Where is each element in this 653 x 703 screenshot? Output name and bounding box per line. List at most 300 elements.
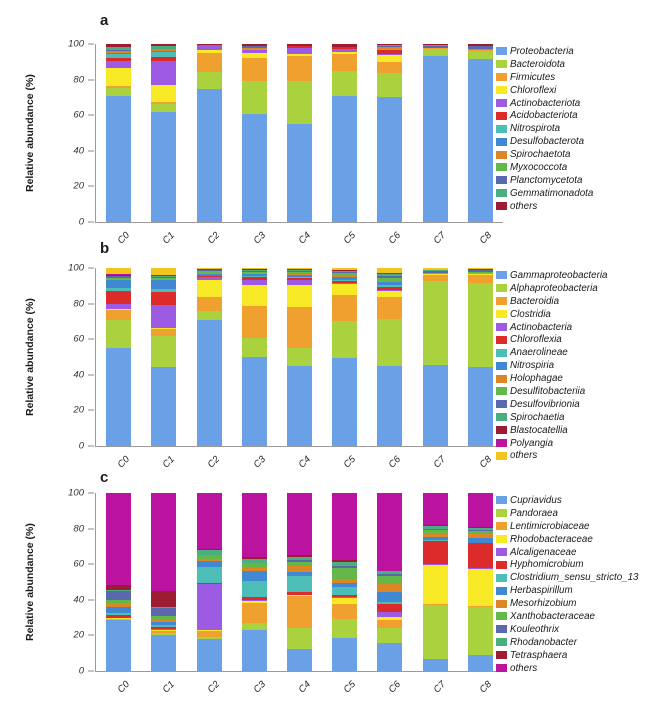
y-axis-ticks [58,38,94,228]
x-tick-label-C0: C0 [115,454,132,471]
stacked-bar-C8 [468,268,493,446]
bar-segment-Bacteroidota [242,81,267,114]
bar-segment-Bacteroidia [287,307,312,348]
y-tick-mark [88,44,94,45]
bar-segment-Bacteroidia [377,297,402,319]
legend-label-Chloroflexi: Chloroflexi [510,84,557,96]
legend-label-Clostridium_sensu_stricto_13: Clostridium_sensu_stricto_13 [510,572,639,584]
legend-label-others: others [510,662,538,674]
x-tick-label-C6: C6 [386,679,404,696]
x-tick-label-C5: C5 [341,230,358,247]
legend-item-Rhodobacteraceae [496,533,652,546]
legend-swatch-Firmicutes [496,73,507,81]
bar-segment-Cupriavidus [151,635,176,671]
legend-swatch-Polyangia [496,439,507,447]
bar-segment-Bacteroidia [332,295,357,321]
bar-segment-others [468,493,493,527]
legend-item-Rhodanobacter [496,636,652,649]
legend-item-Myxococcota [496,161,652,174]
stacked-bar-C5 [332,493,357,671]
legend [496,494,652,674]
y-tick-label-40: 40 [73,369,84,381]
x-tick-label-C1: C1 [160,230,178,247]
bar-segment-Bacteroidota [151,104,176,112]
y-tick-mark [88,493,94,494]
legend-swatch-Herbaspirillum [496,587,507,595]
bar-segment-Bacteroidota [423,49,448,56]
legend-label-Cupriavidus: Cupriavidus [510,494,562,506]
bar-segment-Alphaproteobacteria [423,281,448,365]
y-tick-mark [88,599,94,600]
legend-item-Actinobacteriota [496,97,652,110]
bar-segment-Alcaligenaceae [197,584,222,630]
y-tick-label-0: 0 [78,665,84,677]
legend-item-Clostridium_sensu_stricto_13 [496,571,652,584]
bar-segment-Proteobacteria [151,112,176,222]
legend-swatch-Clostridium_sensu_stricto_13 [496,574,507,582]
x-tick-label-C3: C3 [251,679,268,696]
x-tick-label-C5: C5 [341,454,358,471]
legend-item-Desulfovibrionia [496,398,652,411]
bar-segment-Kouleothrix [151,608,176,616]
bar-segment-Bacteroidia [151,329,176,336]
bar-segment-Bacteroidia [197,297,222,311]
legend-label-Planctomycetota: Planctomycetota [510,174,583,186]
legend-item-Hyphomicrobium [496,558,652,571]
legend-swatch-Actinobacteriota [496,99,507,107]
bar-segment-Xanthobacteraceae [377,576,402,584]
bar-segment-Cupriavidus [242,630,267,671]
bar-segment-Herbaspirillum [377,592,402,602]
legend-label-Mesorhizobium: Mesorhizobium [510,598,577,610]
legend-label-Spirochaetia: Spirochaetia [510,411,565,423]
bar-segment-Lentimicrobiaceae [287,596,312,628]
y-axis-ticks [58,262,94,452]
stacked-bar-C4 [287,268,312,446]
stacked-bar-C3 [242,493,267,671]
legend-label-Desulfitobacteriia: Desulfitobacteriia [510,385,586,397]
bar-segment-Proteobacteria [423,56,448,222]
legend-swatch-Clostridia [496,310,507,318]
stacked-bar-C0 [106,44,131,222]
bar-segment-Bacteroidia [106,310,131,320]
bar-segment-Clostridia [287,285,312,307]
bar-segment-Bacteroidia [242,306,267,338]
y-tick-label-80: 80 [73,523,84,535]
legend-swatch-Nitrospiria [496,362,507,370]
stacked-bar-C0 [106,268,131,446]
bar-segment-Gammaproteobacteria [197,320,222,446]
stacked-bar-C5 [332,268,357,446]
legend-swatch-Alcaligenaceae [496,548,507,556]
legend-item-Firmicutes [496,71,652,84]
legend-swatch-Pandoraea [496,509,507,517]
legend-item-Gemmatimonadota [496,187,652,200]
stacked-bar-C3 [242,268,267,446]
bar-segment-Cupriavidus [423,659,448,671]
y-tick-label-60: 60 [73,109,84,121]
legend-label-Holophagae: Holophagae [510,373,563,385]
stacked-bar-C6 [377,493,402,671]
y-tick-label-80: 80 [73,74,84,86]
legend-swatch-others [496,452,507,460]
stacked-bar-C4 [287,493,312,671]
y-tick-mark [88,150,94,151]
legend-item-Kouleothrix [496,623,652,636]
bar-segment-Gammaproteobacteria [423,365,448,446]
legend-swatch-Spirochaetia [496,413,507,421]
y-axis-ticks [58,487,94,677]
y-tick-label-20: 20 [73,404,84,416]
legend-label-Proteobacteria: Proteobacteria [510,45,574,57]
bar-segment-Clostridium_sensu_stricto_13 [287,576,312,592]
y-tick-mark [88,339,94,340]
legend-label-Chloroflexia: Chloroflexia [510,334,562,346]
x-tick-label-C5: C5 [341,679,358,696]
legend-label-Bacteroidia: Bacteroidia [510,295,560,307]
y-tick-label-40: 40 [73,145,84,157]
bar-segment-Cupriavidus [197,639,222,671]
x-tick-label-C7: C7 [432,230,449,247]
x-tick-label-C4: C4 [296,679,313,696]
legend-item-Blastocatellia [496,424,652,437]
y-tick-mark [88,222,94,223]
x-tick-label-C2: C2 [205,230,223,247]
stacked-bar-C5 [332,44,357,222]
legend-swatch-Kouleothrix [496,625,507,633]
y-tick-mark [88,79,94,80]
stacked-bar-C3 [242,44,267,222]
bar-segment-Bacteroidia [468,275,493,283]
legend-item-Spirochaetia [496,411,652,424]
legend-label-Kouleothrix: Kouleothrix [510,623,560,635]
legend-swatch-Nitrospirota [496,125,507,133]
stacked-bar-C8 [468,493,493,671]
plot-area [95,268,503,447]
stacked-bar-C6 [377,44,402,222]
y-tick-mark [88,115,94,116]
y-tick-label-0: 0 [78,440,84,452]
y-tick-mark [88,303,94,304]
bar-segment-Proteobacteria [197,89,222,223]
bar-segment-Pandoraea [332,619,357,638]
x-tick-label-C4: C4 [296,230,313,247]
bar-segment-Gammaproteobacteria [332,358,357,446]
legend-swatch-Lentimicrobiaceae [496,522,507,530]
stacked-bar-C7 [423,44,448,222]
bar-segment-Cupriavidus [468,655,493,671]
legend-swatch-Xanthobacteraceae [496,612,507,620]
bar-segment-Proteobacteria [287,124,312,222]
bar-segment-Chloroflexi [377,55,402,62]
stacked-bar-C1 [151,493,176,671]
legend-label-Tetrasphaera: Tetrasphaera [510,649,568,661]
bar-segment-Clostridium_sensu_stricto_13 [197,567,222,583]
legend-swatch-Anaerolineae [496,349,507,357]
legend-item-Bacteroidia [496,295,652,308]
stacked-bar-C1 [151,44,176,222]
bar-segment-Proteobacteria [377,97,402,222]
bar-segment-Firmicutes [242,58,267,81]
bar-segment-Gammaproteobacteria [106,348,131,446]
bar-segment-Actinobacteriota [151,61,176,85]
legend-label-Alphaproteobacteria: Alphaproteobacteria [510,282,598,294]
bar-segment-Kouleothrix [106,591,131,600]
bar-segment-Proteobacteria [468,59,493,222]
bar-segment-Alphaproteobacteria [242,338,267,357]
y-tick-label-20: 20 [73,180,84,192]
bar-segment-Alphaproteobacteria [377,319,402,366]
stacked-bar-C4 [287,44,312,222]
legend-swatch-Tetrasphaera [496,651,507,659]
legend-swatch-Planctomycetota [496,176,507,184]
y-tick-label-100: 100 [68,262,84,274]
y-tick-label-0: 0 [78,216,84,228]
legend-label-Alcaligenaceae: Alcaligenaceae [510,546,577,558]
bar-segment-Hyphomicrobium [423,541,448,564]
legend-label-Xanthobacteraceae: Xanthobacteraceae [510,610,595,622]
legend-swatch-Desulfitobacteriia [496,387,507,395]
bar-segment-Alphaproteobacteria [106,320,131,348]
bar-segment-Actinobacteria [151,305,176,327]
bar-segment-Lentimicrobiaceae [377,620,402,628]
y-axis-label: Relative abundance (%) [24,74,36,192]
y-axis-label: Relative abundance (%) [24,298,36,416]
bar-segment-Hyphomicrobium [377,604,402,612]
legend-item-Holophagae [496,372,652,385]
stacked-bar-C0 [106,493,131,671]
plot-area [95,44,503,223]
x-tick-slot-C5 [331,674,356,702]
legend-item-Clostridia [496,308,652,321]
legend-swatch-Bacteroidia [496,297,507,305]
bar-segment-Cupriavidus [377,643,402,671]
bar-segment-Chloroflexi [106,68,131,86]
legend-swatch-Alphaproteobacteria [496,284,507,292]
legend-item-Desulfitobacteriia [496,385,652,398]
legend-swatch-Gemmatimonadota [496,189,507,197]
bar-segment-Bacteroidota [197,72,222,88]
bar-segment-Alphaproteobacteria [197,311,222,320]
panel-b [0,234,653,471]
stacked-bar-C7 [423,493,448,671]
legend-item-Nitrospirota [496,122,652,135]
stacked-bar-C7 [423,268,448,446]
x-tick-label-C2: C2 [205,679,223,696]
legend-label-Clostridia: Clostridia [510,308,551,320]
bar-segment-others [197,493,222,549]
bar-segment-others [151,268,176,275]
bar-segment-Alphaproteobacteria [151,336,176,367]
bar-segment-Gammaproteobacteria [242,357,267,446]
bar-segment-Bacteroidota [332,71,357,96]
legend-label-Rhodanobacter: Rhodanobacter [510,636,577,648]
bar-segment-Xanthobacteraceae [332,568,357,579]
legend-label-others: others [510,450,538,462]
legend-item-others [496,449,652,462]
bar-segment-Cupriavidus [332,638,357,671]
legend-swatch-Cupriavidus [496,496,507,504]
y-tick-label-20: 20 [73,629,84,641]
bar-segment-Chloroflexia [151,292,176,305]
bar-segment-Hyphomicrobium [468,543,493,568]
x-axis-labels [95,674,502,702]
bar-segment-Rhodobacteraceae [423,565,448,604]
bar-segment-others [423,493,448,525]
y-tick-mark [88,528,94,529]
y-tick-mark [88,671,94,672]
bar-segment-Pandoraea [423,605,448,658]
bar-segment-Proteobacteria [332,96,357,222]
bar-segment-Herbaspirillum [242,571,267,581]
y-tick-label-100: 100 [68,487,84,499]
legend-swatch-Holophagae [496,375,507,383]
legend-item-Proteobacteria [496,45,652,58]
x-tick-slot-C8 [467,674,492,702]
bar-segment-Bacteroidota [468,51,493,59]
bar-segment-Clostridia [197,280,222,296]
stacked-bar-C2 [197,44,222,222]
bar-segment-Clostridia [332,284,357,295]
y-tick-mark [88,186,94,187]
bar-segment-Pandoraea [468,607,493,655]
bar-segment-Tetrasphaera [151,591,176,607]
stacked-bar-C8 [468,44,493,222]
bar-segment-Gammaproteobacteria [377,366,402,446]
legend-label-Myxococcota: Myxococcota [510,161,568,173]
x-tick-label-C7: C7 [432,454,449,471]
legend-label-Pandoraea: Pandoraea [510,507,558,519]
x-tick-slot-C7 [422,674,447,702]
panel-a [0,0,653,247]
y-axis-label: Relative abundance (%) [24,523,36,641]
bar-segment-Firmicutes [332,54,357,71]
legend-swatch-Myxococcota [496,163,507,171]
legend-swatch-Hyphomicrobium [496,561,507,569]
legend-label-Actinobacteriota: Actinobacteriota [510,97,581,109]
x-tick-slot-C3 [241,674,266,702]
legend-label-Desulfobacterota: Desulfobacterota [510,136,585,148]
legend-swatch-Blastocatellia [496,426,507,434]
legend-item-Tetrasphaera [496,649,652,662]
legend-item-Bacteroidota [496,58,652,71]
bar-segment-others [332,493,357,560]
bar-segment-Gammaproteobacteria [468,367,493,446]
stacked-bar-C2 [197,493,222,671]
x-tick-label-C8: C8 [477,230,494,247]
legend-item-Chloroflexia [496,333,652,346]
bar-segment-Alphaproteobacteria [468,283,493,367]
legend-item-Actinobacteria [496,321,652,334]
legend-item-Polyangia [496,437,652,450]
x-tick-label-C3: C3 [251,230,268,247]
bar-segment-Cupriavidus [106,620,131,671]
bar-segment-Clostridium_sensu_stricto_13 [332,587,357,594]
legend-label-Anaerolineae: Anaerolineae [510,347,568,359]
legend-swatch-Chloroflexia [496,336,507,344]
legend-label-Bacteroidota: Bacteroidota [510,58,566,70]
bar-segment-Nitrospiria [151,280,176,289]
bar-segment-Clostridia [242,285,267,306]
y-tick-label-60: 60 [73,558,84,570]
x-tick-slot-C1 [150,674,178,702]
bar-segment-others [106,493,131,585]
legend-swatch-Actinobacteria [496,323,507,331]
legend-label-Actinobacteria: Actinobacteria [510,321,573,333]
x-tick-slot-C6 [376,674,404,702]
panel-label-a: a [100,12,109,29]
bar-segment-Nitrospiria [106,280,131,288]
x-tick-label-C0: C0 [115,679,132,696]
x-tick-label-C7: C7 [432,679,449,696]
bar-segment-Actinobacteriota [106,61,131,68]
legend-item-Alphaproteobacteria [496,282,652,295]
bar-segment-Proteobacteria [242,114,267,222]
legend-item-others [496,662,652,675]
y-tick-label-100: 100 [68,38,84,50]
legend-swatch-Rhodobacteraceae [496,535,507,543]
legend-label-Nitrospirota: Nitrospirota [510,123,561,135]
legend-item-Gammaproteobacteria [496,269,652,282]
bar-segment-others [287,493,312,555]
bar-segment-Bacteroidota [106,88,131,96]
legend-label-Hyphomicrobium: Hyphomicrobium [510,559,584,571]
plot-area [95,493,503,672]
bar-segment-Pandoraea [377,628,402,642]
x-tick-label-C8: C8 [477,679,494,696]
x-tick-label-C4: C4 [296,454,313,471]
bar-segment-others [377,493,402,570]
legend-swatch-Acidobacteriota [496,112,507,120]
legend [496,45,652,213]
y-tick-label-80: 80 [73,298,84,310]
stacked-bar-C6 [377,268,402,446]
bar-segment-Firmicutes [287,56,312,81]
legend-item-Herbaspirillum [496,584,652,597]
x-tick-label-C2: C2 [205,454,223,471]
x-tick-label-C8: C8 [477,454,494,471]
legend-swatch-Spirochaetota [496,151,507,159]
legend-item-Pandoraea [496,507,652,520]
x-tick-slot-C2 [196,674,221,702]
legend-item-Alcaligenaceae [496,546,652,559]
legend-label-Lentimicrobiaceae: Lentimicrobiaceae [510,520,590,532]
bar-segment-Mesorhizobium [377,584,402,592]
legend-item-Chloroflexi [496,84,652,97]
legend-item-Xanthobacteraceae [496,610,652,623]
y-tick-mark [88,410,94,411]
legend-item-Lentimicrobiaceae [496,520,652,533]
legend-item-Acidobacteriota [496,109,652,122]
bar-segment-Rhodobacteraceae [468,569,493,606]
x-tick-slot-C4 [286,674,311,702]
legend-swatch-others [496,664,507,672]
legend-swatch-Proteobacteria [496,47,507,55]
legend-item-Planctomycetota [496,174,652,187]
bar-segment-Alphaproteobacteria [332,321,357,358]
bar-segment-Cupriavidus [287,649,312,671]
y-tick-mark [88,268,94,269]
y-tick-label-60: 60 [73,333,84,345]
bar-segment-Firmicutes [197,53,222,73]
legend-label-Polyangia: Polyangia [510,437,554,449]
bar-segment-Gammaproteobacteria [287,366,312,446]
legend-swatch-Desulfovibrionia [496,400,507,408]
legend-label-Gemmatimonadota: Gemmatimonadota [510,187,594,199]
bar-segment-Proteobacteria [106,96,131,222]
legend-label-Acidobacteriota: Acidobacteriota [510,110,578,122]
x-tick-slot-C0 [105,674,130,702]
